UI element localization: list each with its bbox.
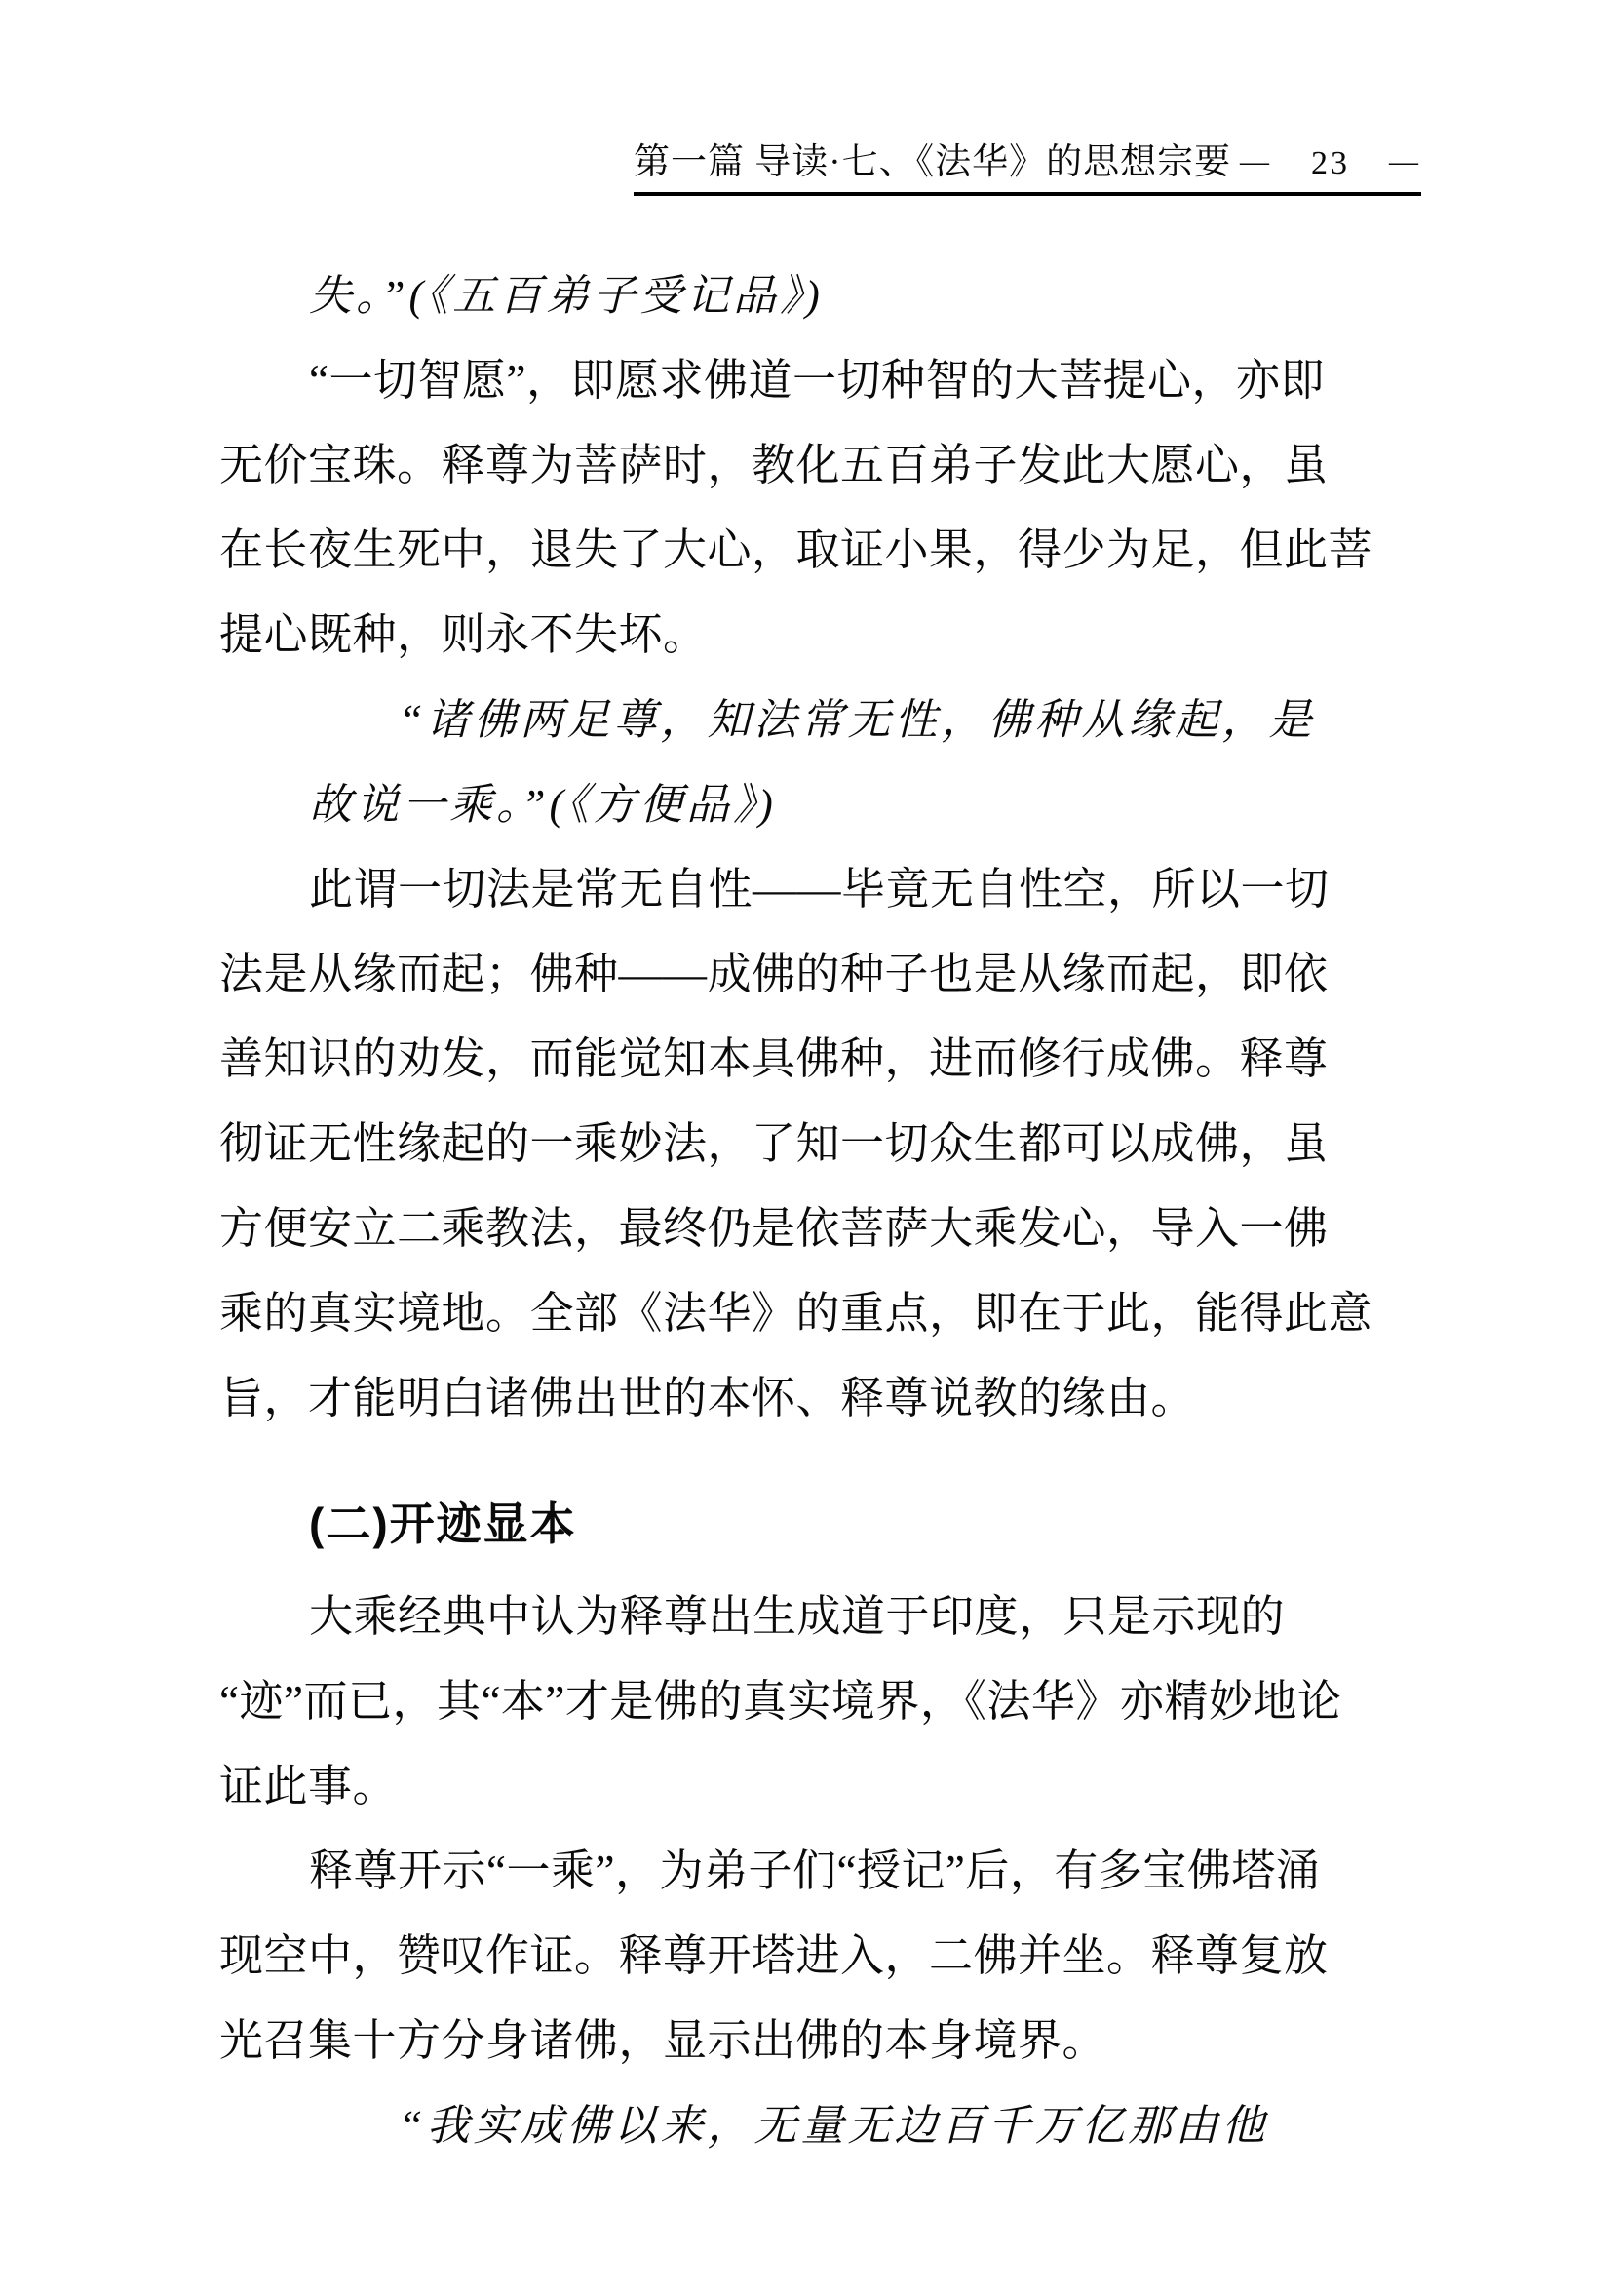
page-number-group [1240, 147, 1421, 180]
text-line: “迹”而已，其“本”才是佛的真实境界，《法华》亦精妙地论 [219, 1677, 1342, 1726]
page-number-dash-left: — [1240, 145, 1272, 177]
text-line: “我实成佛以来，无量无边百千万亿那由他 [399, 2102, 1269, 2150]
text-line: 提心既种，则永不失坏。 [219, 610, 708, 659]
text-line: 故说一乘。”(《方便品》) [309, 781, 777, 829]
text-line: “一切智愿”，即愿求佛道一切种智的大菩提心，亦即 [309, 356, 1325, 405]
text-line: 现空中，赞叹作证。释尊开塔进入，二佛并坐。释尊复放 [219, 1931, 1329, 1980]
text-line: 此谓一切法是常无自性——毕竟无自性空，所以一切 [309, 865, 1330, 914]
text-line: “诸佛两足尊，知法常无性，佛种从缘起，是 [399, 696, 1316, 744]
text-line: 彻证无性缘起的一乘妙法，了知一切众生都可以成佛，虽 [219, 1119, 1329, 1168]
text-line: 大乘经典中认为释尊出生成道于印度，只是示现的 [309, 1592, 1286, 1641]
text-line: 失。”(《五百弟子受记品》) [309, 272, 824, 320]
text-line: 旨，才能明白诸佛出世的本怀、释尊说教的缘由。 [219, 1374, 1196, 1422]
page-number-dash-right: — [1389, 145, 1421, 177]
text-line: 无价宝珠。释尊为菩萨时，教化五百弟子发此大愿心，虽 [219, 441, 1329, 489]
text-line: 法是从缘而起；佛种——成佛的种子也是从缘而起，即依 [219, 950, 1329, 998]
section-heading: (二)开迹显本 [309, 1498, 577, 1549]
text-line: 释尊开示“一乘”，为弟子们“授记”后，有多宝佛塔涌 [309, 1847, 1321, 1895]
running-header-title: 第一篇 导读·七、《法华》的思想宗要 [634, 142, 1232, 182]
text-line: 善知识的劝发，而能觉知本具佛种，进而修行成佛。释尊 [219, 1034, 1329, 1083]
text-line: 光召集十方分身诸佛，显示出佛的本身境界。 [219, 2016, 1107, 2065]
text-line: 证此事。 [219, 1762, 398, 1810]
body-text [219, 253, 1420, 2168]
text-line: 乘的真实境地。全部《法华》的重点，即在于此，能得此意 [219, 1289, 1373, 1338]
text-line: 在长夜生死中，退失了大心，取证小果，得少为足，但此菩 [219, 525, 1373, 574]
text-line: 方便安立二乘教法，最终仍是依菩萨大乘发心，导入一佛 [219, 1204, 1329, 1253]
page-header [634, 144, 1421, 196]
page-number: 23 [1311, 145, 1350, 181]
